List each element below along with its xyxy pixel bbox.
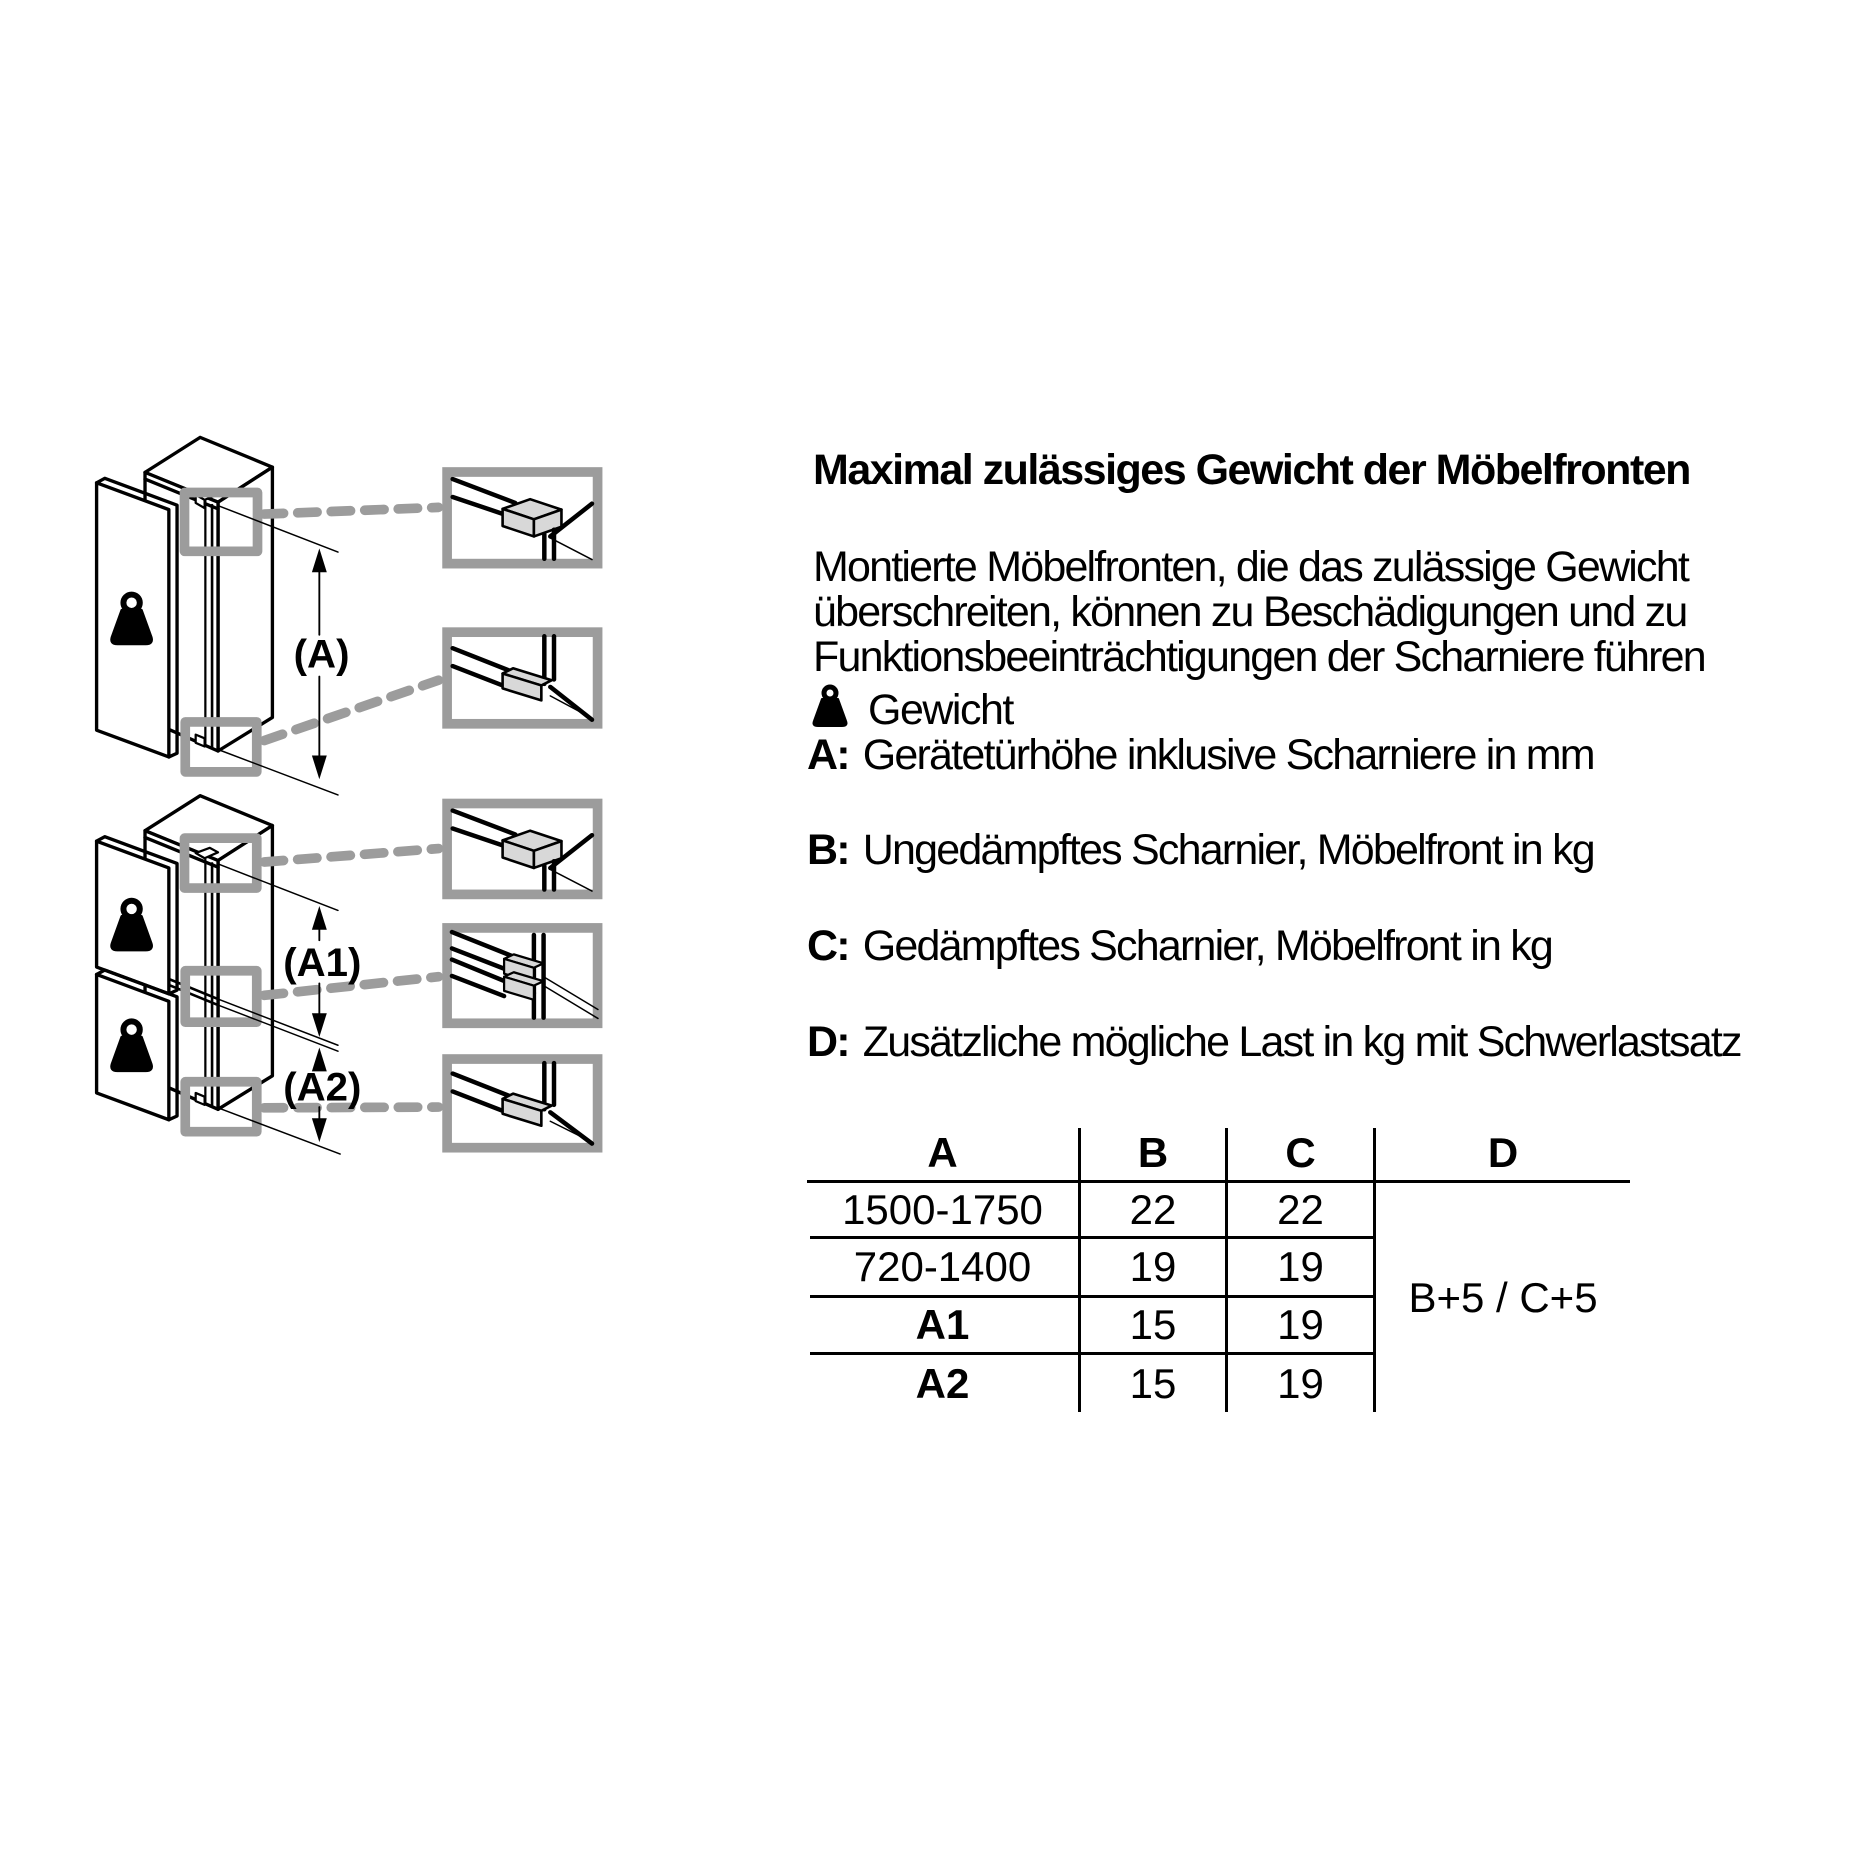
- detail-box-bottom-hinge-2: [447, 1059, 597, 1148]
- detail-box-bottom-hinge-1: [447, 632, 597, 724]
- weight-table: [807, 1126, 1632, 1412]
- arrowhead-down: [312, 755, 327, 779]
- detail-box-top-hinge-2: [447, 804, 597, 895]
- dashed-connector-top: [264, 849, 438, 862]
- table-cell: 22: [1129, 1185, 1177, 1233]
- page-title: Maximal zulässiges Gewicht der Möbelfronten: [813, 446, 1690, 494]
- legend-key: B:: [807, 826, 849, 874]
- dim-label-a2: (A2): [283, 1064, 362, 1110]
- table-header-d: D: [1487, 1129, 1519, 1176]
- legend-key: A:: [807, 731, 849, 779]
- legend-text: Gerätetürhöhe inklusive Scharniere in mm: [862, 731, 1594, 779]
- legend-item-d: [807, 1018, 1741, 1067]
- table-cell: 22: [1277, 1185, 1324, 1233]
- legend-item-a: [807, 731, 1594, 780]
- paragraph-line: Montierte Möbelfronten, die das zulässige Gewicht: [813, 543, 1689, 591]
- table-cell: A1: [915, 1301, 970, 1348]
- table-cell: 1500-1750: [842, 1185, 1043, 1233]
- dimension-a2: [283, 1047, 361, 1142]
- dashed-connector-bottom: [264, 680, 438, 740]
- legend-key: C:: [807, 922, 849, 970]
- paragraph-line: Funktionsbeeinträchtigungen der Scharniere führen: [813, 633, 1705, 681]
- dashed-connector-top: [264, 507, 438, 514]
- table-cell: 19: [1277, 1301, 1324, 1348]
- dimension-a: [294, 548, 350, 779]
- table-header-c: C: [1285, 1129, 1316, 1176]
- appliance-diagram: [0, 380, 740, 1490]
- legend-key: D:: [807, 1018, 849, 1066]
- table-header-a: A: [927, 1129, 958, 1176]
- table-cell: 15: [1129, 1301, 1177, 1348]
- weight-legend-label: Gewicht: [868, 686, 1013, 734]
- arrowhead-down: [312, 1118, 327, 1142]
- table-cell: 15: [1129, 1359, 1177, 1407]
- table-cell-d-merged: B+5 / C+5: [1408, 1273, 1598, 1321]
- dim-label-a1: (A1): [283, 939, 362, 985]
- legend-text: Gedämpftes Scharnier, Möbelfront in kg: [862, 922, 1553, 970]
- legend-text: Ungedämpftes Scharnier, Möbelfront in kg: [862, 826, 1594, 874]
- paragraph-line: überschreiten, können zu Beschädigungen und zu: [813, 588, 1687, 636]
- weight-legend-icon: [810, 684, 850, 728]
- two-door-appliance-figure: [97, 796, 439, 1154]
- dimension-a1: [283, 906, 361, 1037]
- table-cell: A2: [915, 1359, 970, 1407]
- detail-box-middle-hinge: [447, 928, 598, 1023]
- single-door-appliance-figure: [97, 437, 439, 795]
- legend-item-b: [807, 826, 1594, 875]
- table-cell: 19: [1277, 1243, 1324, 1290]
- table-cell: 720-1400: [853, 1243, 1032, 1290]
- detail-box-top-hinge-1: [447, 472, 597, 564]
- legend-item-c: [807, 922, 1552, 971]
- intro-paragraph: [813, 545, 1705, 680]
- table-cell: 19: [1277, 1359, 1324, 1407]
- dim-label-a: (A): [293, 631, 350, 677]
- arrowhead-down: [312, 1013, 327, 1037]
- table-header-b: B: [1137, 1129, 1169, 1176]
- table-cell: 19: [1129, 1243, 1177, 1290]
- legend-text: Zusätzliche mögliche Last in kg mit Schwerlastsatz: [862, 1018, 1741, 1066]
